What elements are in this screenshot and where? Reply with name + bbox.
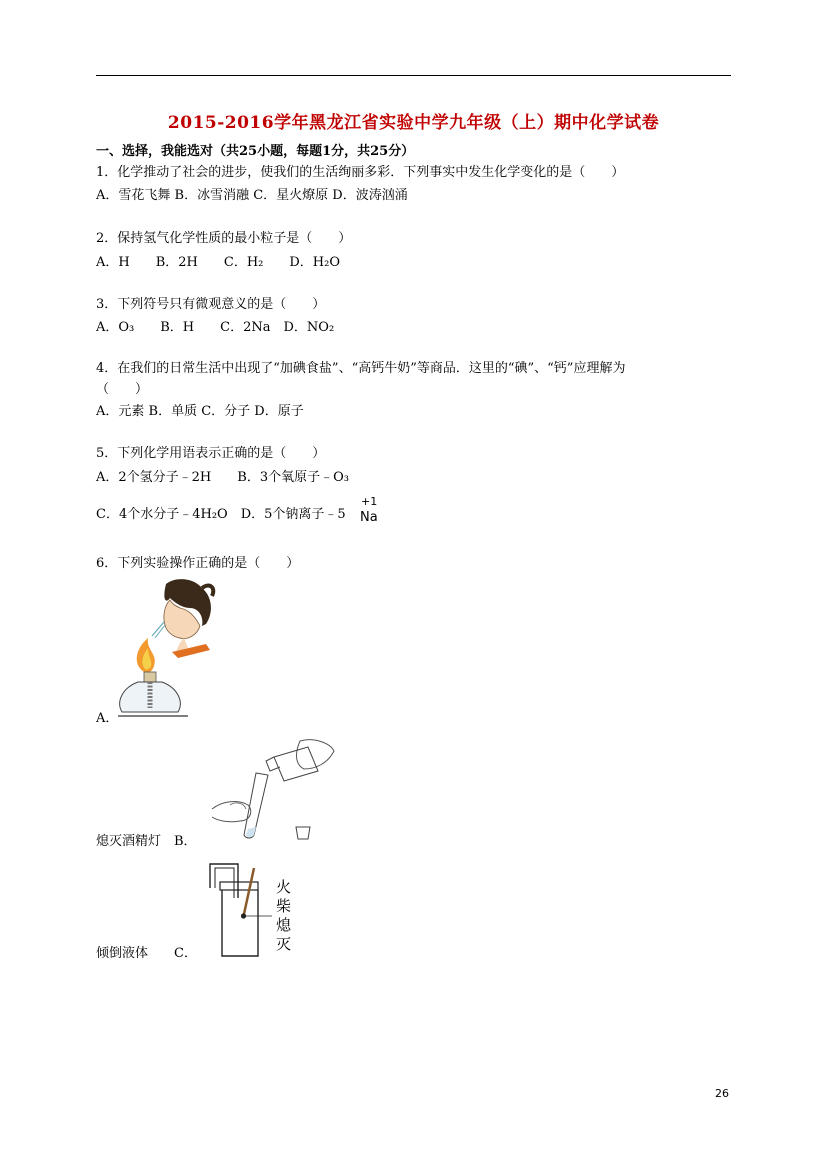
q3-options: A．O₃ B．H C．2Na D．NO₂ <box>96 320 335 335</box>
bottle-shape <box>274 747 318 781</box>
match-head-shape <box>241 913 246 918</box>
q3-stem: 3．下列符号只有微观意义的是（ ） <box>96 297 326 312</box>
q5-options-ab: A．2个氢分子﹣2H B．3个氧原子﹣O₃ <box>96 470 349 485</box>
q5-options-cd: C．4个水分子﹣4H₂O D．5个钠离子﹣5 <box>96 507 346 522</box>
bottle-stopper-shape <box>220 882 258 890</box>
blowing-lamp-figure <box>118 578 218 720</box>
bottle-neck-shape <box>266 757 280 771</box>
ion-charge: +1 <box>361 495 378 508</box>
lamp-cap-shape <box>144 672 156 682</box>
match-stick-shape <box>244 868 254 914</box>
q4-options: A．元素 B．单质 C．分子 D．原子 <box>96 404 304 419</box>
stopper-shape <box>296 827 310 839</box>
q5-stem: 5．下列化学用语表示正确的是（ ） <box>96 446 326 461</box>
q6-caption-b: 倾倒液体 C． <box>96 946 197 961</box>
pouring-liquid-figure <box>210 735 340 847</box>
delivery-tube-inner-shape <box>215 868 234 898</box>
finger-shape <box>230 803 246 809</box>
figure-c-label-1: 火 <box>276 878 292 896</box>
q4-stem: 4．在我们的日常生活中出现了“加碘食盐”、“高钙牛奶”等商品．这里的“碘”、“钙”应理解为 <box>96 361 626 376</box>
q1-stem: 1．化学推动了社会的进步，使我们的生活绚丽多彩．下列事实中发生化学变化的是（ ） <box>96 165 625 180</box>
q6-caption-a: 熄灭酒精灯 B． <box>96 834 197 849</box>
q2-options: A．H B．2H C．H₂ D．H₂O <box>96 255 341 270</box>
figure-c-label-3: 熄 <box>276 916 292 934</box>
shirt-shape <box>172 644 210 658</box>
section-heading: 一、选择，我能选对（共25小题，每题1分，共25分） <box>96 144 415 159</box>
tube-liquid-shape <box>246 827 256 837</box>
q1-options: A．雪花飞舞 B．冰雪消融 C．星火燎原 D．波涛汹涌 <box>96 188 408 203</box>
q6-label-a: A． <box>96 711 119 726</box>
test-tube-shape <box>244 773 268 838</box>
page-title: 2015-2016学年黑龙江省实验中学九年级（上）期中化学试卷 <box>167 113 660 133</box>
figure-c-label-2: 柴 <box>276 897 292 915</box>
gas-bottle-shape <box>222 890 258 956</box>
q4-stem-continued: （ ） <box>96 382 149 397</box>
ion-symbol: Na <box>360 510 378 525</box>
figure-c-label-4: 灭 <box>276 935 292 953</box>
page-number: 26 <box>715 1087 729 1100</box>
header-rule <box>96 75 731 76</box>
q6-stem: 6．下列实验操作正确的是（ ） <box>96 556 300 571</box>
gas-bottle-figure <box>206 858 276 962</box>
q2-stem: 2．保持氢气化学性质的最小粒子是（ ） <box>96 231 352 246</box>
